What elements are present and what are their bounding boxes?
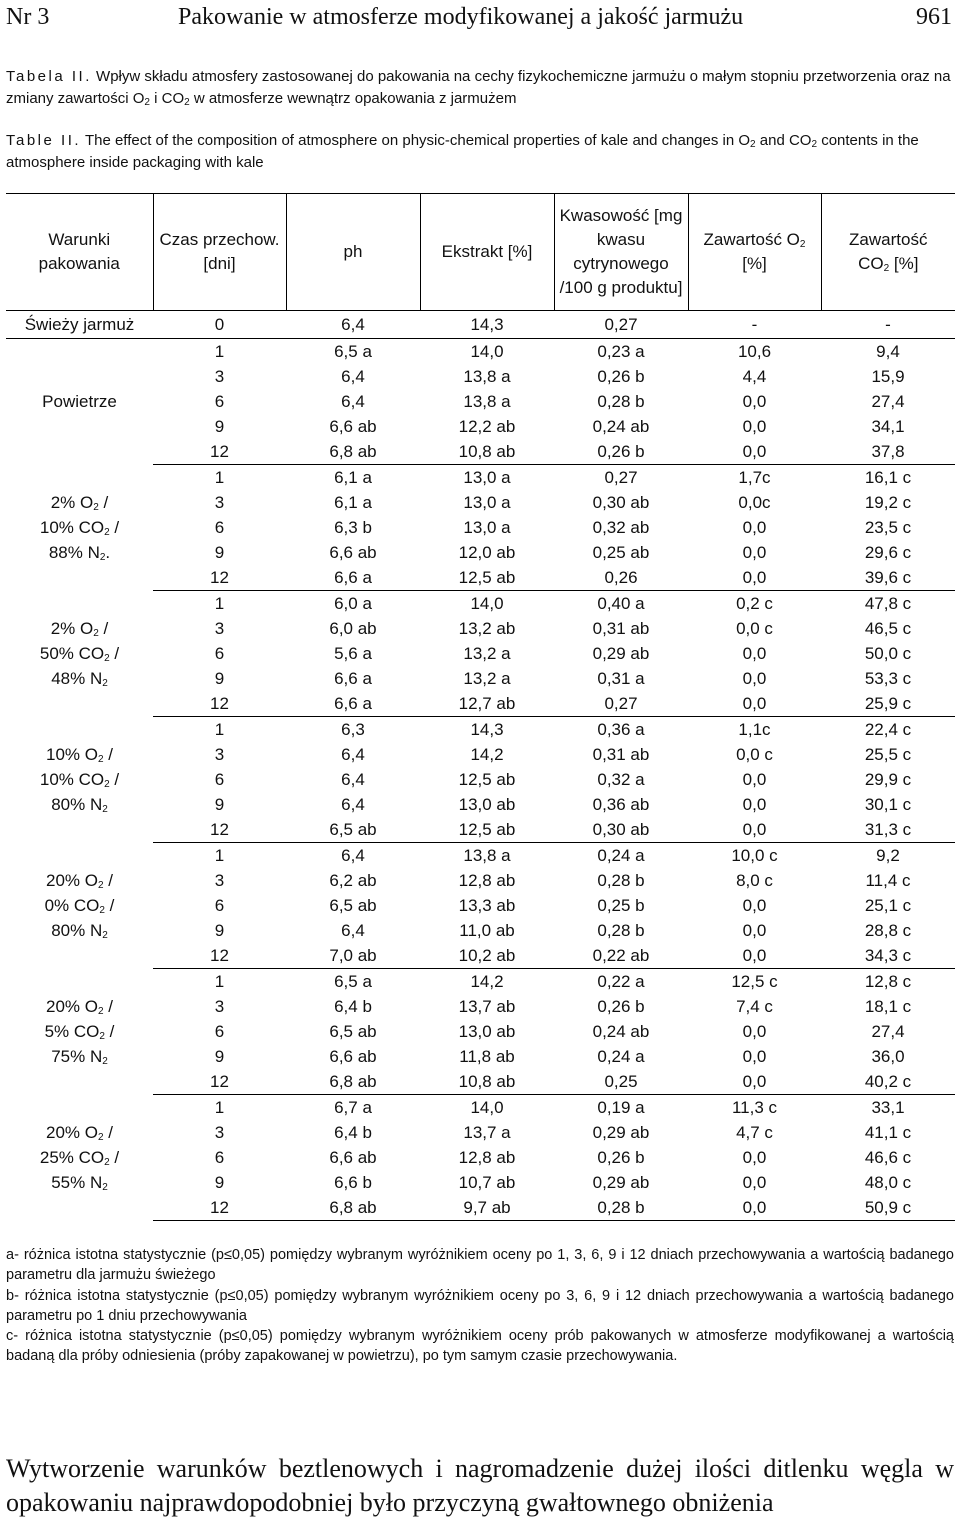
table-cell: Świeży jarmuż (6, 311, 153, 339)
table-cell: 0,0 (742, 391, 767, 411)
table-cell: 0,26 b (597, 1147, 645, 1167)
table-cell: 6,4 (341, 769, 365, 789)
table-cell: 12 (153, 817, 286, 843)
packaging-condition-cell: 2% $O_2$ / 50% $CO_2$ / 48% $N_2$ (39, 619, 120, 689)
table-cell: 0,0 c (736, 618, 773, 638)
page-number: 961 (916, 4, 952, 30)
table-cell: 6,8 ab (286, 439, 420, 465)
table-cell: 3 (214, 744, 225, 764)
packaging-condition-cell: 10% $O_2$ / 10% $CO_2$ / 80% $N_2$ (39, 745, 120, 815)
table-cell: 6 (214, 517, 225, 537)
table-cell: 6,2 ab (329, 870, 377, 890)
table-cell: 13,3 ab (458, 895, 516, 915)
data-table (6, 193, 955, 1221)
table-cell: 13,7 ab (458, 996, 516, 1016)
table-cell: 0,29 ab (592, 643, 650, 663)
table-cell: 41,1 c (864, 1122, 912, 1142)
table-cell: 0,0 (742, 542, 767, 562)
running-header (0, 0, 960, 40)
table-cell: 11,3 c (731, 1097, 778, 1117)
table-cell: 14,0 (470, 341, 504, 361)
table-cell: 0,23 a (597, 341, 645, 361)
table-cell: 5,6 a (334, 643, 372, 663)
table-cell: 12,8 ab (458, 870, 516, 890)
table-cell: 9 (214, 668, 225, 688)
table-cell: 9 (214, 542, 225, 562)
table-cell: 0,26 b (597, 996, 645, 1016)
table-row (6, 969, 955, 995)
table-cell: 0,24 ab (592, 416, 650, 436)
table-cell: 3 (214, 1122, 225, 1142)
table-cell: 13,0 a (463, 492, 511, 512)
table-cell: 6,1 a (334, 492, 372, 512)
table-cell: 0,0 (742, 416, 767, 436)
footnote-c: c- różnica istotna statystycznie (p≤0,05) pomiędzy wybranym wyróżnikiem oceny prób pakowanych w atmosferze modyfikowanej a wartością badaną dla próby odniesienia (próby zapakowanej w powietrzu), po tym samym czasie przechowywania. (6, 1328, 954, 1365)
col-header-extract: Ekstrakt [%] (420, 194, 554, 311)
table-row (6, 591, 955, 617)
table-cell: 6,4 b (334, 1122, 372, 1142)
table-cell: 13,2 ab (458, 618, 516, 638)
col-header-co2: Zawartość $CO_2$ [%] (821, 194, 955, 311)
table-caption-english: Table II. The effect of the composition of atmosphere on physic-chemical properties of kale and changes in $O_2$ and $CO_2$ contents in the atmosphere inside packaging with kale (6, 132, 919, 171)
table-cell: 0,0 (688, 1195, 821, 1221)
table-cell: 0,0 (742, 643, 767, 663)
table-cell: 12,5 c (731, 971, 778, 991)
table-cell: 33,1 (871, 1097, 905, 1117)
table-cell: 6 (214, 769, 225, 789)
table-cell: 0,29 ab (592, 1122, 650, 1142)
table-cell: 0,0 (742, 668, 767, 688)
table-cell: 0 (153, 311, 286, 339)
table-cell: - (688, 311, 821, 339)
footnote-a: a- różnica istotna statystycznie (p≤0,05) pomiędzy wybranym wyróżnikiem oceny po 1, 3, 6, 9 i 12 dniach przechowywania a wartością badanego parametru dla jarmużu świeżego (6, 1247, 954, 1284)
table-cell: 0,27 (554, 691, 688, 717)
table-cell: 13,0 ab (458, 1021, 516, 1041)
table-cell: 6 (214, 895, 225, 915)
table-cell: 23,5 c (864, 517, 912, 537)
table-cell: 37,8 (821, 439, 955, 465)
table-cell: 29,9 c (864, 769, 912, 789)
table-cell: 10,6 (737, 341, 772, 361)
table-cell: 10,2 ab (420, 943, 554, 969)
table-cell: 6,5 a (334, 341, 372, 361)
table-cell: 11,8 ab (459, 1046, 515, 1066)
table-cell: 1 (214, 467, 225, 487)
table-cell: - (821, 311, 955, 339)
table-cell: 6,4 (341, 744, 365, 764)
table-label: Table II. (6, 132, 82, 149)
table-cell: 13,7 a (463, 1122, 511, 1142)
table-cell: 13,0 ab (458, 794, 516, 814)
table-cell: 0,28 b (597, 391, 645, 411)
table-cell: 0,27 (604, 467, 638, 487)
table-cell: 0,2 c (736, 593, 773, 613)
table-cell: 30,1 c (864, 794, 912, 814)
table-cell: 14,3 (470, 719, 504, 739)
table-header-row (6, 194, 955, 311)
table-cell: 12 (153, 943, 286, 969)
table-cell: 0,27 (554, 311, 688, 339)
table-cell: 7,4 c (736, 996, 773, 1016)
table-cell: 9,2 (876, 845, 900, 865)
table-cell: 25,9 c (821, 691, 955, 717)
packaging-condition-cell: 20% $O_2$ / 5% $CO_2$ / 75% $N_2$ (44, 997, 115, 1067)
table-cell: 6,6 ab (329, 1046, 377, 1066)
table-cell: 14,2 (470, 971, 504, 991)
table-cell: 29,6 c (864, 542, 912, 562)
table-cell: 3 (214, 996, 225, 1016)
table-caption-polish: Tabela II. Wpływ składu atmosfery zastosowanej do pakowania na cechy fizykochemiczne jarmużu o małym stopniu przetworzenia oraz na zmiany zawartości $O_2$ i $CO_2$ w atmosferze wewnątrz opakowania z jarmużem (6, 68, 951, 108)
table-cell: 0,0 (742, 920, 767, 940)
table-cell: 0,25 ab (592, 542, 650, 562)
table-cell: 0,0 (742, 769, 767, 789)
table-cell: 0,0c (738, 492, 771, 512)
table-cell: 0,28 b (597, 870, 645, 890)
table-cell: 10,8 ab (420, 1069, 554, 1095)
table-cell: 0,31 a (597, 668, 645, 688)
table-body (6, 311, 955, 1221)
table-cell: 11,0 ab (459, 920, 515, 940)
table-cell: 6,5 a (334, 971, 372, 991)
table-cell: 6,1 a (334, 467, 372, 487)
table-cell: 0,26 b (554, 439, 688, 465)
table-cell: 1 (214, 971, 225, 991)
table-cell: 6,7 a (334, 1097, 372, 1117)
table-cell: 0,31 ab (592, 618, 650, 638)
table-cell: 13,8 a (463, 366, 511, 386)
table-cell: 6 (214, 643, 225, 663)
table-cell: 0,24 ab (592, 1021, 650, 1041)
table-cell: 8,0 c (736, 870, 773, 890)
table-cell: 0,0 (742, 1046, 767, 1066)
table-cell: 25,1 c (864, 895, 912, 915)
table-cell: 12,0 ab (458, 542, 516, 562)
table-cell: 0,26 b (597, 366, 645, 386)
table-cell: 0,25 (554, 1069, 688, 1095)
table-cell: 12,5 ab (458, 769, 516, 789)
table-cell: 16,1 c (864, 467, 912, 487)
table-cell: 6,4 b (334, 996, 372, 1016)
table-cell: 6,3 b (334, 517, 372, 537)
table-cell: 14,0 (470, 593, 504, 613)
table-cell: 0,19 a (597, 1097, 645, 1117)
table-cell: 0,32 a (597, 769, 645, 789)
table-cell: 12 (153, 1069, 286, 1095)
table-cell: 15,9 (871, 366, 905, 386)
table-cell: 9 (214, 1172, 225, 1192)
table-cell: 4,4 (742, 366, 767, 386)
table-cell: 13,0 a (463, 517, 511, 537)
table-cell: 6,6 ab (329, 416, 377, 436)
table-cell: 22,4 c (864, 719, 912, 739)
table-cell: 3 (214, 618, 225, 638)
table-cell: 6,5 ab (286, 817, 420, 843)
packaging-condition-cell: Powietrze (42, 392, 117, 412)
table-cell: 4,7 c (736, 1122, 773, 1142)
table-cell: 0,28 b (554, 1195, 688, 1221)
table-cell: 0,36 ab (592, 794, 650, 814)
table-cell: 14,3 (420, 311, 554, 339)
table-cell: 0,0 (742, 794, 767, 814)
table-cell: 46,5 c (864, 618, 912, 638)
packaging-condition-cell: 20% $O_2$ / 0% $CO_2$ / 80% $N_2$ (44, 871, 115, 941)
table-label: Tabela II. (6, 68, 92, 85)
table-cell: 9 (214, 416, 225, 436)
table-cell: 40,2 c (821, 1069, 955, 1095)
table-cell: 7,0 ab (286, 943, 420, 969)
table-cell: 0,0 (688, 691, 821, 717)
col-header-o2: Zawartość $O_2$ [%] (688, 194, 821, 311)
running-title: Pakowanie w atmosferze modyfikowanej a jakość jarmużu (178, 4, 744, 30)
table-cell: 6 (214, 1021, 225, 1041)
table-cell: 12,8 c (864, 971, 912, 991)
table-cell: 6,5 ab (329, 1021, 377, 1041)
table-cell: 6,4 (286, 311, 420, 339)
table-cell: 6,6 a (286, 691, 420, 717)
table-cell: 0,0 (742, 517, 767, 537)
table-cell: 6,6 ab (329, 1147, 377, 1167)
table-cell: 13,0 a (463, 467, 511, 487)
table-cell: 6,0 a (334, 593, 372, 613)
table-cell: 9,4 (876, 341, 900, 361)
table-cell: 6,8 ab (286, 1195, 420, 1221)
table-cell: 0,22 ab (554, 943, 688, 969)
table-cell: 9 (214, 1046, 225, 1066)
body-paragraph: Wytworzenie warunków beztlenowych i nagromadzenie dużej ilości ditlenku węgla w opakowaniu najprawdopodobniej było przyczyną gwałtownego obniżenia (6, 1454, 954, 1517)
table-row (6, 843, 955, 869)
table-cell: 6,8 ab (286, 1069, 420, 1095)
table-cell: 0,26 (554, 565, 688, 591)
table-cell: 3 (214, 492, 225, 512)
table-cell: 3 (214, 366, 225, 386)
table-cell: 0,22 a (597, 971, 645, 991)
table-cell: 1,7c (738, 467, 771, 487)
table-cell: 12 (153, 439, 286, 465)
table-cell: 6 (214, 1147, 225, 1167)
table-cell: 12,5 ab (420, 565, 554, 591)
table-cell: 12,5 ab (420, 817, 554, 843)
table-cell: 0,0 (688, 439, 821, 465)
table-cell: 0,0 c (736, 744, 773, 764)
table-cell: 28,8 c (864, 920, 912, 940)
table-row (6, 717, 955, 743)
col-header-storage-time: Czas przechow. [dni] (153, 194, 286, 311)
table-cell: 12 (153, 565, 286, 591)
issue-number: Nr 3 (6, 4, 50, 30)
table-cell: 36,0 (871, 1046, 905, 1066)
table-cell: 12 (153, 691, 286, 717)
table-cell: 14,0 (470, 1097, 504, 1117)
table-cell: 0,0 (688, 943, 821, 969)
table-cell: 6,4 (341, 845, 365, 865)
table-cell: 0,0 (688, 565, 821, 591)
table-cell: 6,3 (341, 719, 365, 739)
table-cell: 1 (214, 719, 225, 739)
table-cell: 18,1 c (864, 996, 912, 1016)
table-cell: 9 (214, 794, 225, 814)
table-cell: 27,4 (871, 1021, 905, 1041)
table-cell: 0,25 b (597, 895, 645, 915)
col-header-packaging: Warunki pakowania (6, 194, 153, 311)
table-cell: 39,6 c (821, 565, 955, 591)
table-cell: 0,31 ab (592, 744, 650, 764)
table-cell: 6,6 b (334, 1172, 372, 1192)
table-cell: 6,4 (341, 794, 365, 814)
table-cell: 31,3 c (821, 817, 955, 843)
footnote-b: b- różnica istotna statystycznie (p≤0,05) pomiędzy wybranym wyróżnikiem oceny po 3, 6, 9 i 12 dniach przechowywania a wartością badanego parametru po 1 dniu przechowywania (6, 1287, 954, 1324)
table-cell: 25,5 c (864, 744, 912, 764)
table-cell: 34,1 (871, 416, 905, 436)
table-cell: 12,8 ab (458, 1147, 516, 1167)
table-cell: 0,0 (742, 895, 767, 915)
table-cell: 6,4 (341, 391, 365, 411)
table-cell: 0,30 ab (592, 492, 650, 512)
fresh-kale-row (6, 311, 955, 339)
table-cell: 0,0 (742, 1021, 767, 1041)
table-cell: 6 (214, 391, 225, 411)
table-cell: 6,6 a (334, 668, 372, 688)
table-cell: 1 (214, 1097, 225, 1117)
table-row (6, 465, 955, 491)
table-cell: 0,28 b (597, 920, 645, 940)
table-cell: 10,7 ab (458, 1172, 516, 1192)
table-cell: 0,0 (742, 1172, 767, 1192)
table-cell: 13,8 a (463, 391, 511, 411)
table-cell: 53,3 c (864, 668, 912, 688)
table-cell: 6,0 ab (329, 618, 377, 638)
table-cell: 1,1c (738, 719, 771, 739)
col-header-ph: ph (286, 194, 420, 311)
table-footnotes (6, 1245, 954, 1367)
table-cell: 0,0 (742, 1147, 767, 1167)
table-cell: 12 (153, 1195, 286, 1221)
table-cell: 6,5 ab (329, 895, 377, 915)
table-cell: 9 (214, 920, 225, 940)
table-row (6, 339, 955, 365)
col-header-acidity: Kwasowość [mg kwasu cytrynowego /100 g produktu] (554, 194, 688, 311)
table-cell: 9,7 ab (420, 1195, 554, 1221)
table-cell: 11,4 c (865, 870, 911, 890)
table-cell: 48,0 c (864, 1172, 912, 1192)
table-cell: 0,40 a (597, 593, 645, 613)
table-cell: 1 (214, 593, 225, 613)
packaging-condition-cell: 20% $O_2$ / 25% $CO_2$ / 55% $N_2$ (39, 1123, 120, 1193)
table-cell: 6,6 ab (329, 542, 377, 562)
table-cell: 6,6 a (286, 565, 420, 591)
table-cell: 19,2 c (864, 492, 912, 512)
table-row (6, 1095, 955, 1121)
table-cell: 50,9 c (821, 1195, 955, 1221)
table-cell: 0,32 ab (592, 517, 650, 537)
table-cell: 12,2 ab (458, 416, 516, 436)
table-cell: 6,4 (341, 366, 365, 386)
table-cell: 3 (214, 870, 225, 890)
table-cell: 14,2 (470, 744, 504, 764)
table-cell: 27,4 (871, 391, 905, 411)
packaging-condition-cell: 2% $O_2$ / 10% $CO_2$ / 88% $N_2$. (39, 493, 120, 563)
table-cell: 6,4 (341, 920, 365, 940)
table-cell: 0,24 a (597, 845, 645, 865)
table-cell: 0,30 ab (554, 817, 688, 843)
table-cell: 13,8 a (463, 845, 511, 865)
table-cell: 1 (214, 341, 225, 361)
table-cell: 13,2 a (463, 668, 511, 688)
table-cell: 10,0 c (731, 845, 778, 865)
table-cell: 50,0 c (864, 643, 912, 663)
table-cell: 46,6 c (864, 1147, 912, 1167)
table-cell: 1 (214, 845, 225, 865)
table-cell: 0,0 (688, 1069, 821, 1095)
table-cell: 0,36 a (597, 719, 645, 739)
table-cell: 10,8 ab (420, 439, 554, 465)
table-cell: 0,29 ab (592, 1172, 650, 1192)
table-cell: 0,24 a (597, 1046, 645, 1066)
table-cell: 13,2 a (463, 643, 511, 663)
table-cell: 34,3 c (821, 943, 955, 969)
table-cell: 0,0 (688, 817, 821, 843)
table-cell: 12,7 ab (420, 691, 554, 717)
table-cell: 47,8 c (864, 593, 912, 613)
